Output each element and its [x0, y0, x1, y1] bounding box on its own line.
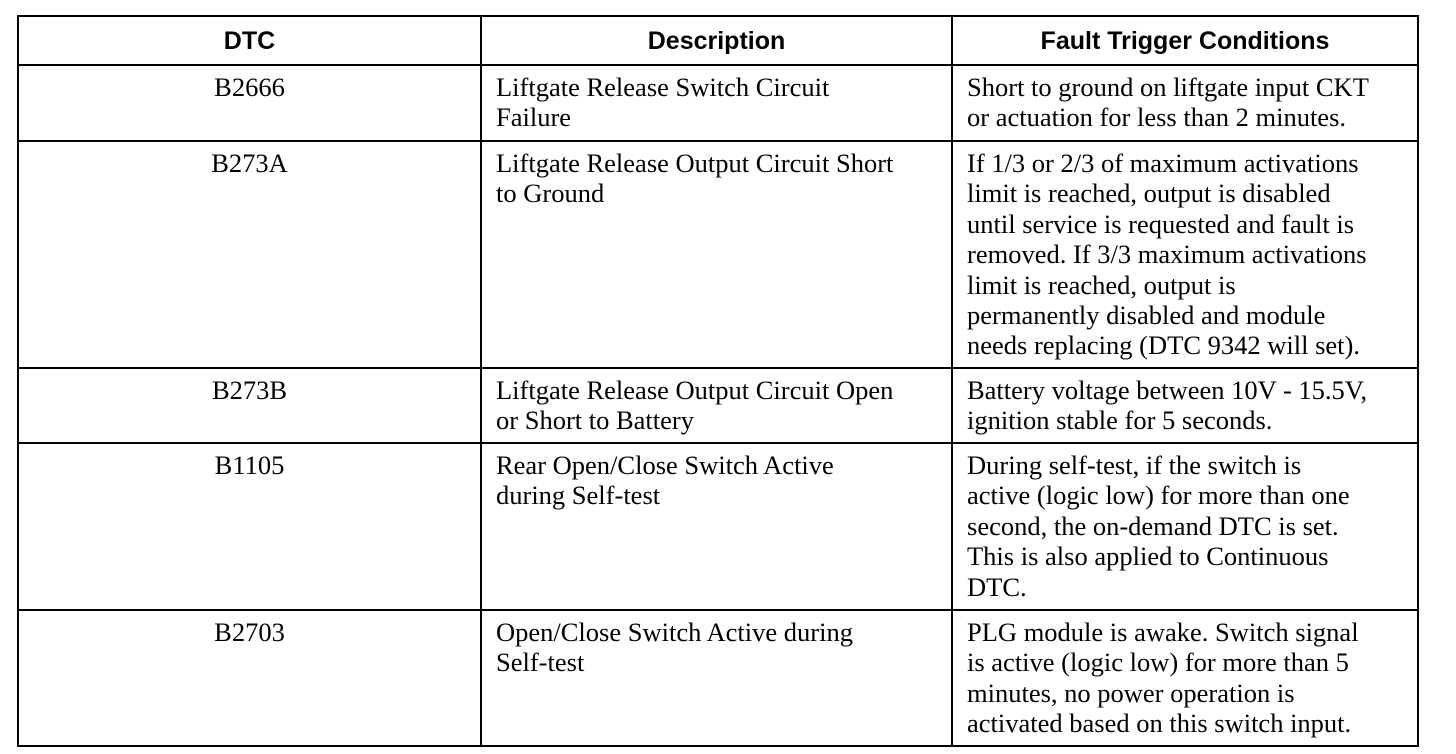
table-row [18, 141, 1418, 368]
conditions-line: During self-test, if the switch is [967, 450, 1302, 480]
dtc-code [18, 141, 481, 368]
description-line: to Ground [496, 178, 605, 209]
table-row [18, 65, 1418, 141]
table-row [18, 368, 1418, 443]
conditions-line: is active (logic low) for more than 5 [967, 647, 1349, 678]
description-line: Liftgate Release Switch Circuit [496, 72, 830, 102]
dtc-code [18, 443, 481, 610]
conditions-cell [952, 65, 1418, 141]
table-row [18, 443, 1418, 610]
conditions-line: active (logic low) for more than one [967, 480, 1350, 511]
dtc-code [18, 65, 481, 141]
conditions-line: second, the on-demand DTC is set. [967, 510, 1339, 541]
conditions-line: permanently disabled and module [967, 300, 1326, 331]
conditions-line: until service is requested and fault is [967, 208, 1355, 239]
conditions-line: Short to ground on liftgate input CKT [967, 72, 1369, 102]
dtc-code-text: B273B [211, 375, 288, 405]
conditions-cell [952, 141, 1418, 368]
header-dtc: DTC [18, 16, 481, 65]
dtc-code-text: B1105 [214, 450, 285, 480]
description-line: or Short to Battery [496, 405, 694, 436]
dtc-code-text: B2666 [214, 72, 285, 102]
description-line: Failure [496, 102, 572, 133]
description-cell [481, 443, 952, 610]
conditions-line: activated based on this switch input. [967, 708, 1352, 739]
description-line: Liftgate Release Output Circuit Short [496, 148, 894, 178]
conditions-line: If 1/3 or 2/3 of maximum activations [967, 148, 1359, 178]
conditions-cell [952, 368, 1418, 443]
header-description: Description [481, 16, 952, 65]
description-line: Liftgate Release Output Circuit Open [496, 375, 894, 405]
description-cell [481, 65, 952, 141]
conditions-cell [952, 610, 1418, 746]
conditions-line: DTC. [967, 571, 1027, 602]
conditions-line: This is also applied to Continuous [967, 541, 1329, 572]
header-row [18, 16, 1418, 65]
description-line: during Self-test [496, 480, 661, 511]
dtc-code [18, 368, 481, 443]
description-cell [481, 368, 952, 443]
description-cell [481, 141, 952, 368]
conditions-line: minutes, no power operation is [967, 677, 1295, 708]
description-line: Self-test [496, 647, 585, 678]
dtc-code-text: B273A [211, 148, 288, 178]
header-fault-trigger-conditions: Fault Trigger Conditions [952, 16, 1418, 65]
description-line: Open/Close Switch Active during [496, 617, 853, 647]
table-header [18, 16, 1418, 65]
conditions-line: needs replacing (DTC 9342 will set). [967, 330, 1360, 361]
conditions-line: removed. If 3/3 maximum activations [967, 239, 1367, 270]
description-cell [481, 610, 952, 746]
conditions-line: or actuation for less than 2 minutes. [967, 102, 1347, 133]
table-row [18, 610, 1418, 746]
table-body [18, 65, 1418, 746]
dtc-code [18, 610, 481, 746]
description-line: Rear Open/Close Switch Active [496, 450, 834, 480]
dtc-code-text: B2703 [214, 617, 285, 647]
conditions-line: Battery voltage between 10V - 15.5V, [967, 375, 1368, 405]
conditions-cell [952, 443, 1418, 610]
conditions-line: ignition stable for 5 seconds. [967, 405, 1273, 436]
conditions-line: PLG module is awake. Switch signal [967, 617, 1359, 647]
conditions-line: limit is reached, output is [967, 269, 1236, 300]
dtc-table [17, 15, 1419, 747]
conditions-line: limit is reached, output is disabled [967, 178, 1331, 209]
